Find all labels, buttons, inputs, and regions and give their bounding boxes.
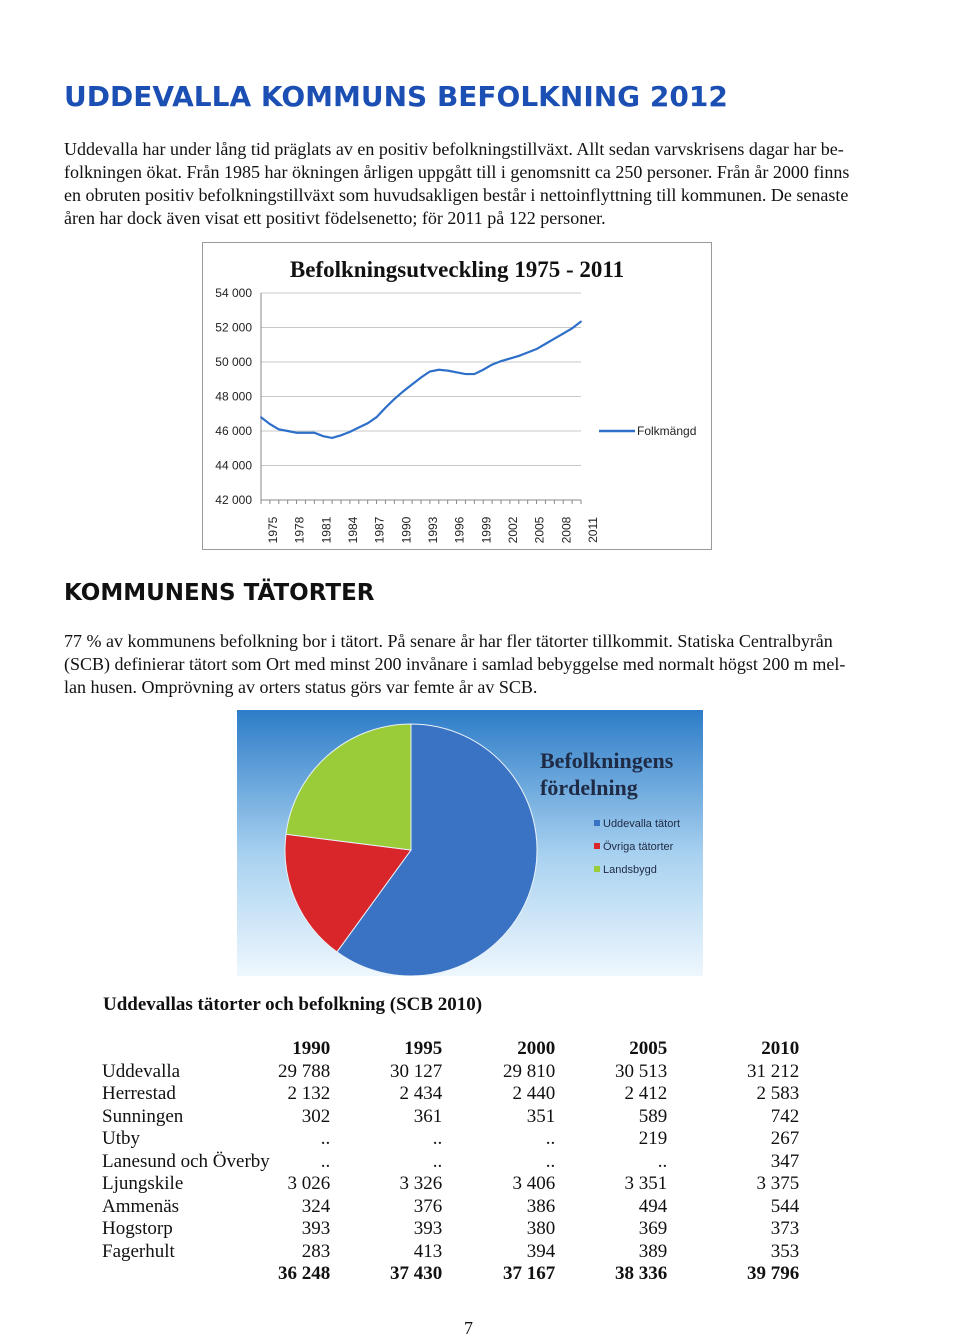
x-tick-label: 1999 (479, 516, 494, 544)
population-cell: .. (432, 1128, 443, 1150)
data-point (402, 390, 404, 392)
x-tick-label: 1981 (319, 516, 334, 544)
page-number: 7 (464, 1318, 473, 1338)
section-line: lan husen. Omprövning av orters status görs var femte år av SCB. (64, 677, 538, 697)
population-cell: 302 (301, 1105, 331, 1127)
series-line-folkmangd (261, 321, 581, 437)
place-name: Utby (102, 1128, 140, 1150)
intro-line: en obruten positiv befolkningstillväxt som huvudsakligen består i nettoinflyttning till kommunen. De senaste (64, 185, 849, 205)
population-cell: 376 (413, 1195, 443, 1217)
place-name: Ljungskile (102, 1173, 184, 1195)
year-header: 1990 (292, 1038, 331, 1060)
intro-line: åren har dock även visat ett positivt födelsenetto; för 2011 på 122 personer. (64, 208, 606, 228)
y-tick-label: 48 000 (215, 389, 252, 404)
chart-title: Befolkningsutveckling 1975 - 2011 (289, 257, 625, 282)
legend-label: Folkmängd (637, 424, 697, 438)
data-point (509, 358, 511, 360)
population-cell: 369 (638, 1218, 668, 1240)
total-cell: 38 336 (615, 1263, 668, 1285)
data-point (313, 432, 315, 434)
x-tick-label: 2008 (559, 516, 574, 544)
x-tick-label: 1978 (292, 516, 307, 544)
table-row (98, 1218, 799, 1241)
population-cell: 393 (413, 1218, 443, 1240)
y-tick-label: 44 000 (215, 458, 252, 473)
data-point (456, 371, 458, 373)
data-point (500, 360, 502, 362)
y-tick-label: 52 000 (215, 320, 252, 335)
intro-paragraph (64, 138, 904, 230)
x-tick-label: 2011 (586, 517, 600, 543)
data-point (393, 398, 395, 400)
y-tick-label: 54 000 (215, 286, 252, 300)
pie-chart-svg (237, 710, 703, 976)
table-row (98, 1173, 799, 1196)
population-cell: .. (545, 1128, 556, 1150)
population-cell: 494 (638, 1195, 668, 1217)
data-point (553, 338, 555, 340)
table-header-row (98, 1038, 799, 1061)
x-tick-label: 2002 (506, 516, 520, 544)
population-cell: .. (657, 1150, 668, 1172)
population-cell: 544 (770, 1195, 800, 1217)
population-cell: 3 351 (624, 1173, 668, 1195)
data-point (322, 435, 324, 437)
place-name: Herrestad (102, 1083, 176, 1105)
data-point (473, 373, 475, 375)
population-cell: 219 (638, 1128, 668, 1150)
data-point (367, 422, 369, 424)
population-cell: 386 (526, 1195, 556, 1217)
data-point (358, 427, 360, 429)
table-row (98, 1128, 799, 1151)
total-cell: 37 430 (390, 1263, 443, 1285)
population-cell: 3 375 (756, 1173, 800, 1195)
data-point (447, 370, 449, 372)
data-point (420, 377, 422, 379)
population-cell: 351 (526, 1105, 556, 1127)
data-point (580, 321, 582, 323)
population-cell: 589 (638, 1105, 668, 1127)
population-cell: 267 (770, 1128, 800, 1150)
population-cell: 29 788 (278, 1060, 331, 1082)
line-chart-svg (203, 243, 711, 549)
data-point (465, 373, 467, 375)
data-point (527, 352, 529, 354)
population-cell: .. (320, 1128, 331, 1150)
year-header: 1995 (404, 1038, 443, 1060)
population-cell: 3 406 (512, 1173, 556, 1195)
population-cell: 29 810 (503, 1060, 556, 1082)
population-cell: 324 (301, 1195, 331, 1217)
population-cell: 30 513 (615, 1060, 668, 1082)
page-title: UDDEVALLA KOMMUNS BEFOLKNING 2012 (64, 80, 728, 113)
population-cell: 283 (301, 1240, 331, 1262)
total-cell: 37 167 (503, 1263, 556, 1285)
population-cell: 393 (301, 1218, 331, 1240)
y-tick-label: 46 000 (215, 424, 252, 438)
x-tick-label: 1975 (266, 516, 280, 544)
pie-title: Befolkningens (540, 748, 674, 773)
total-cell: 36 248 (278, 1263, 331, 1285)
legend-swatch (594, 820, 600, 826)
x-tick-label: 1993 (426, 516, 440, 544)
section-line: 77 % av kommunens befolkning bor i tätort. På senare år har fler tätorter tillkommit. Statiska Centralbyrån (64, 631, 833, 651)
data-point (536, 348, 538, 350)
x-tick-label: 1987 (372, 516, 387, 544)
population-cell: 742 (770, 1105, 800, 1127)
data-point (340, 434, 342, 436)
data-point (385, 407, 387, 409)
population-cell: 30 127 (390, 1060, 443, 1082)
data-point (571, 327, 573, 329)
population-cell: 2 440 (512, 1083, 556, 1105)
population-cell: .. (545, 1150, 556, 1172)
intro-line: Uddevalla har under lång tid präglats av en positiv befolkningstillväxt. Allt sedan varvskrisens dagar har be- (64, 139, 844, 159)
legend-label: Uddevalla tätort (603, 818, 681, 830)
y-tick-label: 50 000 (215, 355, 252, 369)
year-header: 2005 (629, 1038, 668, 1060)
legend-label: Övriga tätorter (603, 841, 674, 853)
intro-line: folkningen ökat. Från 1985 har ökningen årligen uppgått till i genomsnitt ca 250 personer. Från år 2000 finns (64, 162, 850, 182)
data-point (429, 371, 431, 373)
data-point (545, 343, 547, 345)
year-header: 2010 (761, 1038, 800, 1060)
table-row (98, 1061, 799, 1084)
data-point (278, 428, 280, 430)
population-cell: 380 (526, 1218, 556, 1240)
population-cell: 3 326 (399, 1173, 443, 1195)
population-cell: 3 026 (287, 1173, 331, 1195)
table-row (98, 1151, 799, 1174)
pie-title: fördelning (540, 775, 638, 800)
population-cell: 394 (526, 1240, 556, 1262)
table-title: Uddevallas tätorter och befolkning (SCB 2010) (103, 994, 483, 1015)
data-point (562, 333, 564, 335)
data-point (331, 437, 333, 439)
table-row (98, 1106, 799, 1129)
population-cell: 2 434 (399, 1083, 443, 1105)
population-cell: .. (320, 1150, 331, 1172)
legend-label: Landsbygd (603, 864, 657, 876)
table-total-row (98, 1263, 799, 1286)
total-cell: 39 796 (747, 1263, 800, 1285)
table-row (98, 1241, 799, 1264)
population-line-chart (202, 242, 712, 550)
population-cell: 389 (638, 1240, 668, 1262)
data-point (269, 423, 271, 425)
population-cell: 361 (413, 1105, 443, 1127)
population-cell: 2 412 (624, 1083, 668, 1105)
place-name: Hogstorp (102, 1218, 173, 1240)
population-cell: .. (432, 1150, 443, 1172)
place-name: Lanesund och Överby (102, 1150, 270, 1172)
table-row (98, 1196, 799, 1219)
year-header: 2000 (517, 1038, 556, 1060)
x-tick-label: 1990 (399, 516, 414, 544)
population-pie-chart (237, 710, 703, 976)
data-point (491, 364, 493, 366)
x-tick-label: 1984 (346, 516, 360, 544)
place-name: Sunningen (102, 1105, 184, 1127)
data-point (376, 416, 378, 418)
table-row (98, 1083, 799, 1106)
population-cell: 353 (770, 1240, 800, 1262)
population-cell: 31 212 (747, 1060, 800, 1082)
population-cell: 347 (770, 1150, 800, 1172)
place-name: Fagerhult (102, 1240, 175, 1262)
data-point (287, 430, 289, 432)
data-point (438, 369, 440, 371)
section-paragraph (64, 630, 904, 699)
data-point (260, 416, 262, 418)
population-cell: 373 (770, 1218, 800, 1240)
x-tick-label: 2005 (532, 516, 547, 544)
x-tick-label: 1996 (452, 516, 467, 544)
population-cell: 2 132 (287, 1083, 331, 1105)
legend-swatch (594, 843, 600, 849)
legend-swatch (594, 866, 600, 872)
data-point (518, 355, 520, 357)
place-name: Uddevalla (102, 1060, 181, 1082)
population-cell: 413 (413, 1240, 443, 1262)
y-tick-label: 42 000 (215, 493, 252, 507)
population-table (98, 1038, 799, 1286)
section-line: (SCB) definierar tätort som Ort med minst 200 invånare i samlad bebyggelse med normalt högst 200 m mel- (64, 654, 846, 674)
place-name: Ammenäs (102, 1195, 180, 1217)
section-title: KOMMUNENS TÄTORTER (64, 580, 375, 606)
data-point (305, 432, 307, 434)
data-point (482, 369, 484, 371)
data-point (296, 432, 298, 434)
data-point (411, 384, 413, 386)
population-cell: 2 583 (756, 1083, 800, 1105)
data-point (349, 431, 351, 433)
